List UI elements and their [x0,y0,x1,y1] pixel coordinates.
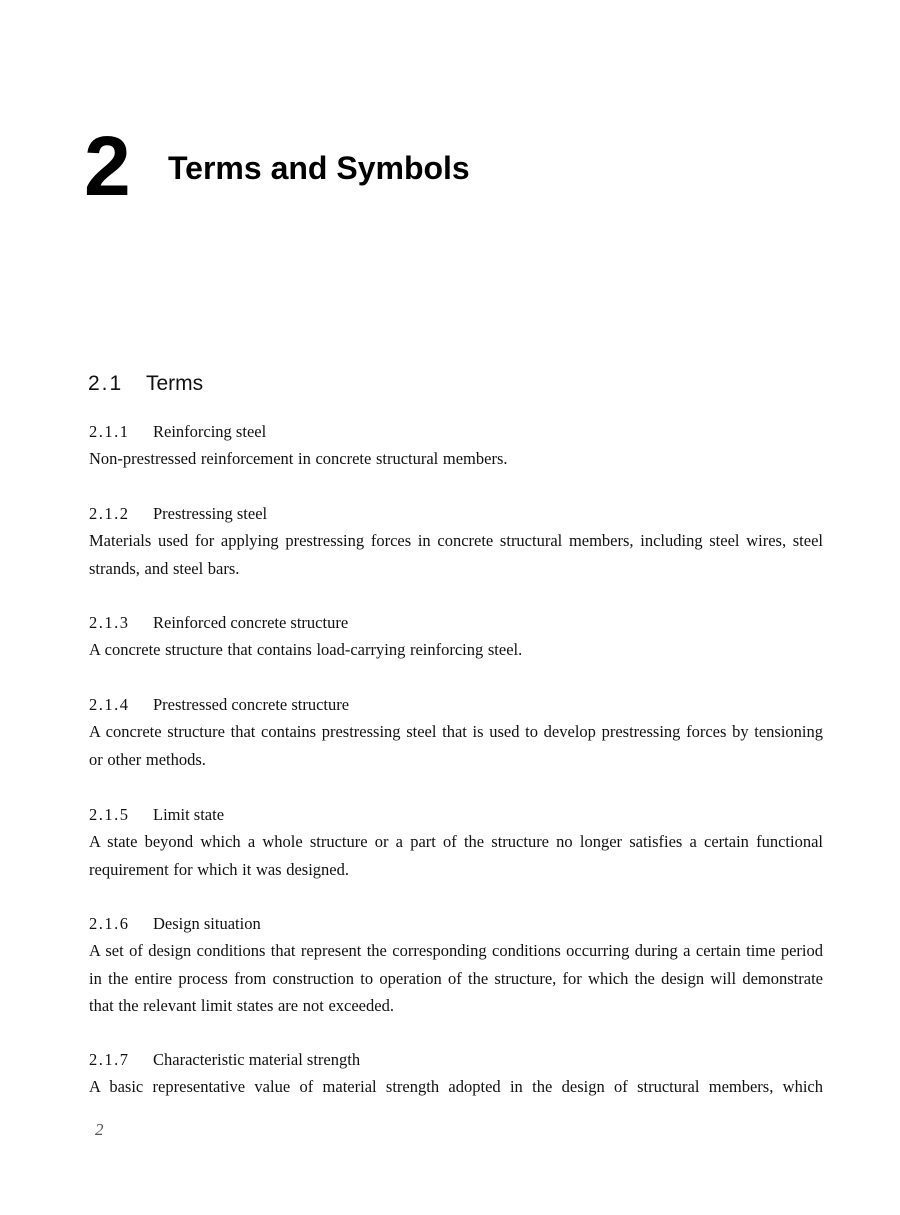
term-heading [89,609,823,636]
term-entry [89,691,823,773]
term-entry [89,910,823,1019]
term-definition: A concrete structure that contains prestressing steel that is used to develop prestressing forces by tensioning or other methods. [89,722,823,769]
section-number: 2.1 [88,372,124,395]
term-definition: Non-prestressed reinforcement in concrete structural members. [89,449,508,469]
term-definition: A set of design conditions that represent the corresponding conditions occurring during a certain time period in the entire process from construction to operation of the structure, for which the design will demonstrate that the relevant limit states are not exceeded. [89,941,823,1015]
term-number: 2.1.6 [89,914,130,933]
term-heading [89,418,823,445]
term-title: Prestressed concrete structure [153,695,350,714]
page-number: 2 [95,1120,104,1139]
term-number: 2.1.7 [89,1050,130,1069]
term-number: 2.1.3 [89,613,130,632]
term-number: 2.1.4 [89,695,130,714]
term-title: Reinforcing steel [153,422,267,441]
chapter-title: Terms and Symbols [168,150,470,186]
term-entry [89,418,823,473]
term-entry [89,801,823,883]
term-title: Prestressing steel [153,504,268,523]
term-number: 2.1.1 [89,422,130,441]
term-definition: A state beyond which a whole structure or a part of the structure no longer satisfies a certain functional requirement for which it was designed. [89,832,823,879]
section-title: Terms [146,372,204,395]
term-entry [89,609,823,664]
term-heading [89,801,823,828]
term-entry [89,500,823,582]
term-heading [89,691,823,718]
term-number: 2.1.5 [89,805,130,824]
term-number: 2.1.2 [89,504,130,523]
term-title: Reinforced concrete structure [153,613,349,632]
term-entry [89,1046,823,1101]
section-heading [88,370,203,398]
term-title: Limit state [153,805,225,824]
term-definition: Materials used for applying prestressing forces in concrete structural members, including steel wires, steel strands, and steel bars. [89,531,823,578]
term-heading [89,1046,823,1073]
term-title: Characteristic material strength [153,1050,361,1069]
term-heading [89,500,823,527]
term-title: Design situation [153,914,261,933]
term-definition: A concrete structure that contains load-carrying reinforcing steel. [89,640,523,660]
chapter-number: 2 [84,119,130,213]
term-definition: A basic representative value of material strength adopted in the design of structural members, which [89,1077,823,1097]
term-heading [89,910,823,937]
